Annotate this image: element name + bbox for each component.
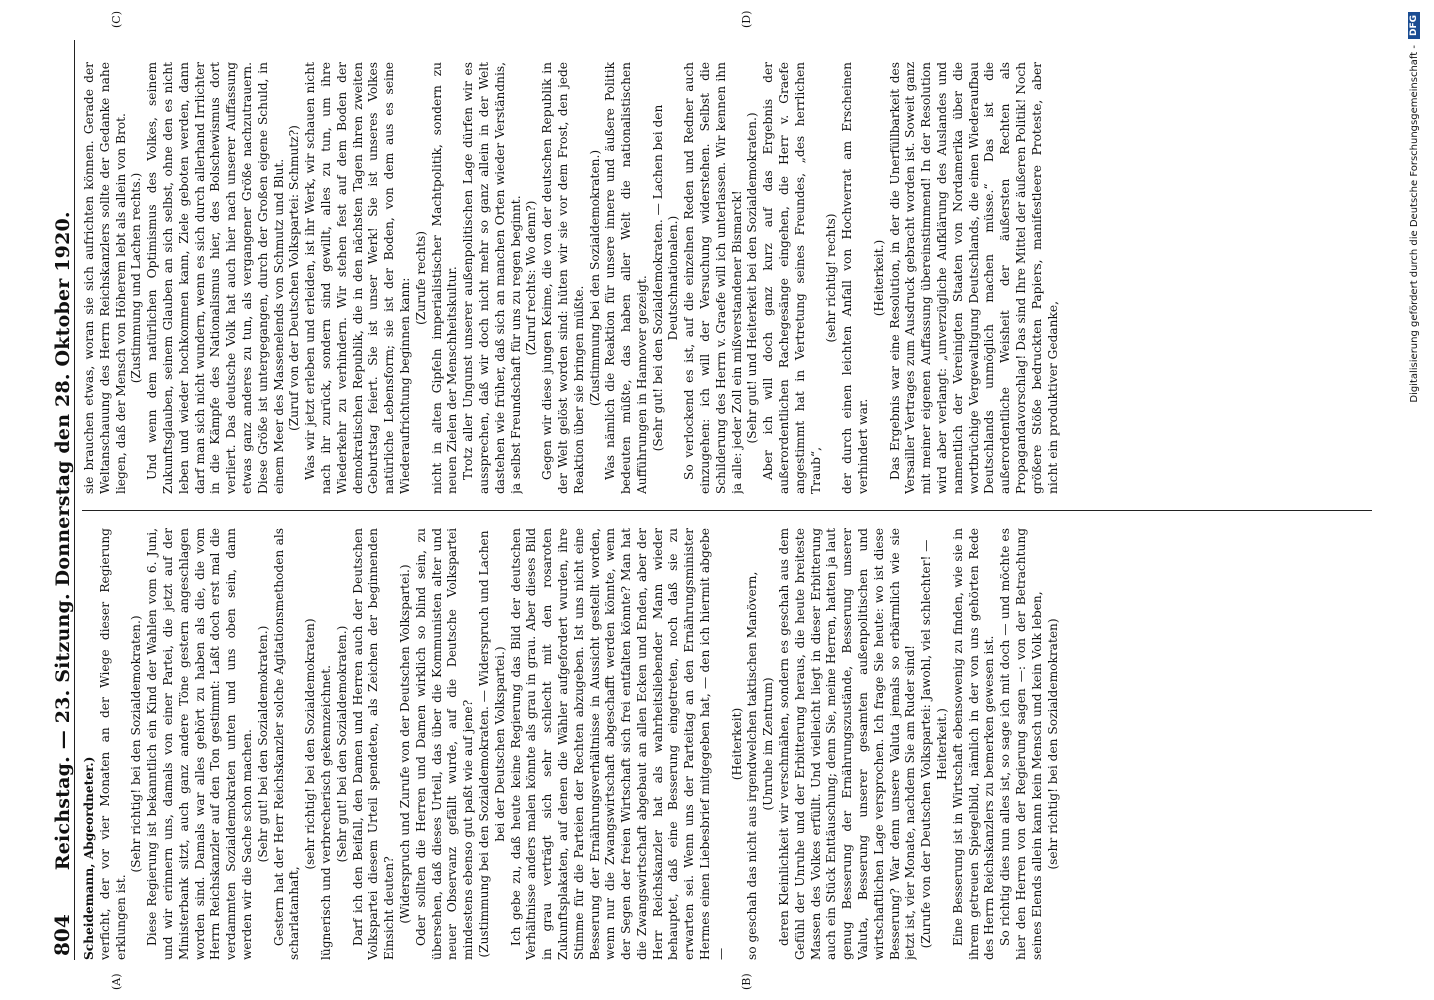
paragraph: (Widerspruch und Zurufe von der Deutschen Volkspartei.) bbox=[397, 564, 412, 924]
paragraph: (Unruhe im Zentrum) bbox=[761, 677, 776, 811]
paragraph: Was nämlich die Reaktion für unsere innere und äußere Politik bedeuten müßte, das haben aller Welt die nationalistischen Aufführungen in Hannover gezeigt. bbox=[603, 62, 649, 494]
paragraph: Aber ich will doch ganz kurz auf das Ergebnis der außerordentlichen Rachegesänge eingehen, die Herr v. Graefe angestimmt hat in Vertretung seines Freundes, „des herrlichen Traub“, bbox=[761, 62, 823, 494]
margin-mark-d: (D) bbox=[740, 10, 753, 28]
paragraph: Was wir jetzt erleben und erleiden, ist ihr Werk, wir schauen nicht nach ihr zurück, sondern sind gewillt, alles zu tun, um ihre Wiederkehr zu verhindern. Wir stehen fest auf dem Boden der demokratischen Republik, die in den nächsten Tagen ihren zweiten Geburtstag feiert. Sie ist unser Werk! Sie ist unseres Volkes natürliche Lebensform; sie ist der Boden, von dem aus es seine Wiederaufrichtung beginnen kann: bbox=[303, 62, 412, 494]
paragraph: So richtig dies nun alles ist, so sage ich mit doch — und möchte es hier den Herren von der Regierung sagen —: von der Betrachtung seines Elends allein kann kein Mensch und kein Volk leben, bbox=[998, 528, 1044, 960]
page-header bbox=[40, 40, 75, 960]
paragraph: (Sehr gut! bei den Sozialdemokraten.) bbox=[334, 625, 349, 863]
paragraph: (Sehr gut! bei den Sozialdemokraten. — Lachen bei den Deutschnationalen.) bbox=[650, 104, 681, 452]
paragraph: deren Kleinlichkeit wir verschmähen, sondern es geschah aus dem Gefühl der Unruhe und der Erbitterung heraus, die heute breiteste Massen des Volkes erfüllt. Und vielleicht liegt in dieser Erbitterung auch ein Stück Enttäuschung; denn Sie, meine Herren, hatten ja laut genug Besserung der Ernährungszustände, Besserung unserer Valuta, Besserung unserer gesamten außenpolitischen und wirtschaftlichen Lage versprochen. Ich frage Sie heute: wo ist diese Besserung? War denn unsere Valuta jemals so erbärmlich wie sie jetzt ist, vier Monate, nachdem Sie am Ruder sind! bbox=[777, 528, 918, 960]
dfg-logo: DFG bbox=[1408, 12, 1420, 39]
paragraph: (Zuruf von der Deutschen Volkspartei: Schmutz?) bbox=[287, 125, 302, 431]
paragraph: Gestern hat der Herr Reichskanzler solche Agitationsmethoden als scharlatanhaft, bbox=[271, 528, 302, 960]
paragraph: Scheidemann, Abgeordneter.) bbox=[82, 756, 96, 960]
column-divider bbox=[82, 510, 1372, 511]
paragraph: Das Ergebnis war eine Resolution, in der die Unerfüllbarkeit des Versailler Vertrages zum Ausdruck gebracht worden ist. Soweit ganz mit meiner eigenen Auffassung übereinstimmend! In der Resolution wird aber verlangt: „unverzügliche Aufklärung des Auslandes und namentlich der Vereinigten Staaten von Nordamerika über die wortbrüchige Vergewaltigung Deutschlands, die einen Wiederaufbau Deutschlands unmöglich machen müsse.“ Das ist die außerordentliche Weisheit der äußersten Rechten als Propagandavorschlag! Das sind Ihre Mittel der äußeren Politik! Noch größere Stöße bedruckten Papiers, manifestleere Proteste, aber nicht ein produktiver Gedanke, bbox=[887, 62, 1060, 494]
paragraph: sie brauchen etwas, woran sie sich aufrichten können. Gerade der Weltanschauung des Herrn Reichskanzlers sollte der Gedanke nahe liegen, daß der Mensch von Höherem lebt als allein von Brot. bbox=[82, 62, 128, 494]
running-title: Reichstag. — 23. Sitzung. Donnerstag den 28. Oktober 1920. bbox=[52, 211, 74, 871]
digitization-credit bbox=[1394, 0, 1434, 1000]
right-column bbox=[82, 62, 1372, 494]
margin-mark-c: (C) bbox=[110, 11, 123, 28]
paragraph: (sehr richtig! bei den Sozialdemokraten) bbox=[1045, 618, 1060, 870]
page-number: 804 bbox=[50, 914, 74, 956]
paragraph: Und wenn dem natürlichen Optimismus des Volkes, seinem Zukunftsglauben, seinem Glauben an sich selbst, ohne den es nicht leben und wieder hochkommen kann, Ziele geboten werden, dann darf man sich nicht wundern, wenn es sich durch allerhand Irrlichter in die Kämpfe des Nationalismus hier, des Bolschewismus dort verliert. Das deutsche Volk hat auch hier nach unserer Auffassung etwas ganz anderes zu tun, als vergangener Größe nachzutrauern. Diese Größe ist untergegangen, durch der Großen eigene Schuld, in einem Meer des Massenelends von Schmutz und Blut. bbox=[145, 62, 286, 494]
paragraph: so geschah das nicht aus irgendwelchen taktischen Manövern, bbox=[745, 571, 760, 960]
paragraph: nicht in alten Gipfeln imperialistischer Machtpolitik, sondern zu neuen Zielen der Menschheitskultur. bbox=[429, 62, 460, 494]
paragraph: Ich gebe zu, daß heute keine Regierung das Bild der deutschen Verhältnisse anders malen könnte als grau in grau. Aber dieses Bild in grau verträgt sich sehr schlecht mit den rosaroten Zukunftsplakaten, auf denen die Wähler aufgefordert wurden, ihre Stimme für die Parteien der Rechten abzugeben. Ist uns nicht eine Besserung der Ernährungsverhältnisse in Aussicht gestellt worden, wenn nur die Zwangswirtschaft abgeschafft werden könnte, wenn der Segen der freien Wirtschaft sich frei entfalten könnte? Man hat die Zwangswirtschaft abgebaut an allen Ecken und Enden, aber der Herr Reichskanzler hat als wahrheitsliebender Mann wieder behauptet, daß eine Besserung eingetreten, noch daß sie zu erwarten sei. Wenn uns der Parteitag an den Ernährungsminister Hermes einen Liebesbrief mitgegeben hat, — den ich hiermit abgebe — bbox=[508, 528, 728, 960]
paragraph: der durch einen leichten Anfall von Hochverrat am Erscheinen verhindert war. bbox=[840, 62, 871, 494]
paragraph: (Heiterkeit) bbox=[729, 707, 744, 781]
paragraph: So verlockend es ist, auf die einzelnen Reden und Redner auch einzugehen: ich will der Versuchung widerstehen. Selbst die Schilderung des Herrn v. Graefe will ich unterlassen. Wir kennen ihn ja alle: jeder Zoll ein mißverstandener Bismarck! bbox=[682, 62, 744, 494]
paragraph: (Zustimmung bei den Sozialdemokraten. — Widerspruch und Lachen bei der Deutschen Volkspartei.) bbox=[476, 530, 507, 958]
text-columns bbox=[82, 40, 1372, 960]
paragraph: (sehr richtig! bei den Sozialdemokraten) bbox=[303, 618, 318, 870]
paragraph: (Zustimmung und Lachen rechts.) bbox=[129, 172, 144, 384]
paragraph: (Zustimmung bei den Sozialdemokraten.) bbox=[587, 149, 602, 407]
paragraph: Diese Regierung ist bekanntlich ein Kind der Wahlen vom 6. Juni, und wir erinnern uns, damals von einer Partei, die jetzt auf der Ministerbank sitzt, auch ganz andere Töne gestern angeschlagen worden sind. Damals war alles gehört zu haben als die, die vom Herrn Reichskanzler auf den Ton gestimmt: Laßt doch erst mal die verdammten Sozialdemokraten unten und uns oben sein, dann werden wir die Sache schon machen. bbox=[145, 528, 254, 960]
rotated-page-content bbox=[40, 10, 1385, 990]
paragraph: Darf ich den Beifall, den Damen und Herren auch der Deutschen Volkspartei diesem Urteil spendeten, als Zeichen der beginnenden Einsicht deuten? bbox=[350, 528, 397, 960]
paragraph: (Zurufe rechts) bbox=[413, 231, 428, 325]
paragraph: verficht, der vor vier Monaten an der Wiege dieser Regierung erklungen ist. bbox=[97, 528, 128, 960]
paragraph: (sehr richtig! rechts) bbox=[824, 213, 839, 343]
credit-text: Digitalisierung gefördert durch die Deutsche Forschungsgemeinschaft - bbox=[1408, 45, 1420, 403]
paragraph: (Sehr gut! und Heiterkeit bei den Sozialdemokraten.) bbox=[745, 112, 760, 444]
printed-sheet bbox=[40, 10, 1385, 990]
margin-mark-b: (B) bbox=[740, 973, 753, 990]
margin-mark-a: (A) bbox=[110, 973, 123, 990]
paragraph: Eine Besserung ist in Wirtschaft ebensowenig zu finden, wie sie in ihrem getreuen Spiegelbild, nämlich in der von uns gehörten Rede des Herrn Reichskanzlers zu bemerken gewesen ist. bbox=[950, 528, 997, 960]
paragraph: Trotz aller Ungunst unserer außenpolitischen Lage dürfen wir es aussprechen, daß wir doch nicht mehr so ganz allein in der Welt dastehen wie früher, daß sich an manchen Orten wieder Verständnis, ja selbst Freundschaft für uns zu regen beginnt. bbox=[461, 62, 523, 494]
paragraph: Gegen wir diese jungen Keime, die von der deutschen Republik in der Welt gelöst worden sind: hüten wir sie vor dem Frost, den jede Reaktion über sie bringen müßte. bbox=[540, 62, 586, 494]
paragraph: (Zuruf rechts: Wo denn?) bbox=[524, 200, 539, 356]
paragraph: (Heiterkeit.) bbox=[871, 239, 886, 317]
paragraph: (Zurufe von der Deutschen Volkspartei: Jawohl, viel schlechter! — Heiterkeit.) bbox=[919, 539, 950, 949]
left-column bbox=[82, 528, 1372, 960]
paragraph: (Sehr richtig! bei den Sozialdemokraten.) bbox=[129, 615, 144, 873]
paragraph: Oder sollten die Herren und Damen wirklich so blind sein, zu übersehen, daß dieses Urteil, das über die Kommunisten alter und neuer Observanz gefällt wurde, auf die Deutsche Volkspartei mindestens ebenso gut paßt wie auf jene? bbox=[413, 528, 476, 960]
paragraph: lügnerisch und verbrecherisch gekennzeichnet. bbox=[318, 664, 333, 960]
paragraph: (Sehr gut! bei den Sozialdemokraten.) bbox=[255, 625, 270, 863]
